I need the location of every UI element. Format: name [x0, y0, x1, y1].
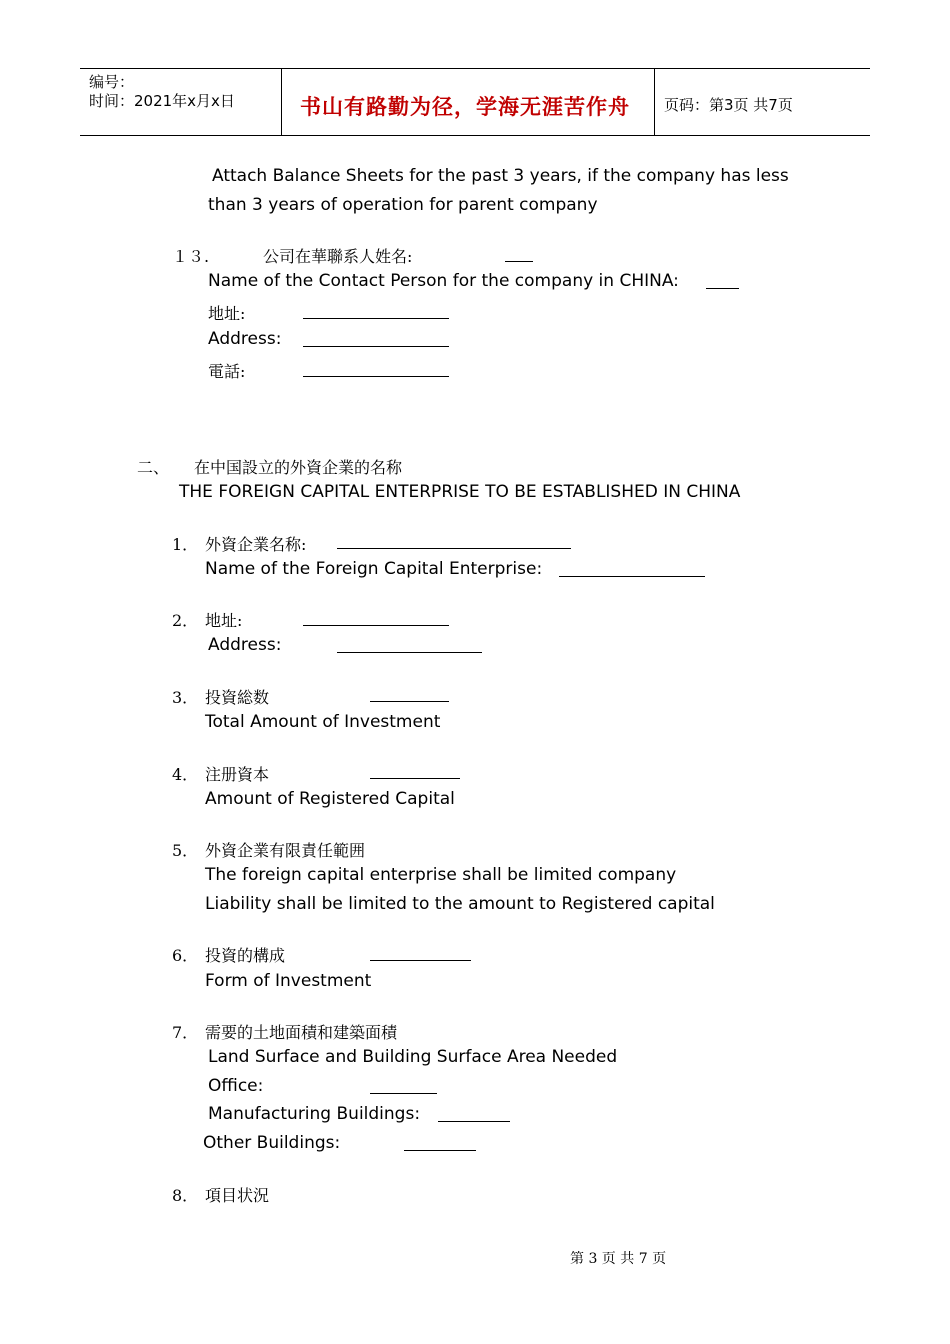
item2-cn-blank[interactable] — [303, 625, 449, 626]
section2-cn-title: 在中国設立的外資企業的名称 — [194, 458, 403, 477]
item8-cn-label: 項目状況 — [205, 1186, 270, 1205]
item7-manufacturing-blank[interactable] — [438, 1121, 510, 1122]
item7-number: 7． — [172, 1023, 199, 1042]
item13-cn-blank[interactable] — [505, 261, 533, 262]
header-divider-right — [654, 68, 655, 135]
item4-number: 4． — [172, 765, 199, 784]
item13-number: １３. — [172, 247, 210, 266]
section2-en-title: THE FOREIGN CAPITAL ENTERPRISE TO BE ESTABLISHED IN CHINA — [179, 482, 741, 502]
item7-other-label: Other Buildings: — [203, 1133, 341, 1153]
item4-en-label: Amount of Registered Capital — [205, 789, 455, 809]
header-divider-left — [281, 68, 282, 135]
section2-number: 二、 — [137, 458, 170, 477]
item13-cn-label: 公司在華聯系人姓名: — [263, 247, 413, 266]
header-motto: 书山有路勤为径，学海无涯苦作舟 — [300, 95, 630, 119]
item6-blank[interactable] — [370, 960, 471, 961]
item13-address-en: Address: — [208, 329, 282, 349]
item7-other-blank[interactable] — [404, 1150, 476, 1151]
item2-cn-label: 地址: — [205, 611, 243, 630]
item2-number: 2． — [172, 611, 199, 630]
item2-en-blank[interactable] — [337, 652, 482, 653]
item6-en-label: Form of Investment — [205, 971, 372, 991]
item1-cn-blank[interactable] — [337, 548, 571, 549]
item6-number: 6． — [172, 946, 199, 965]
item13-en-label: Name of the Contact Person for the company in CHINA: — [208, 271, 679, 291]
item13-address-cn-blank[interactable] — [303, 318, 449, 319]
item3-number: 3． — [172, 688, 199, 707]
item3-cn-label: 投資総数 — [205, 688, 270, 707]
item3-blank[interactable] — [370, 701, 449, 702]
item6-cn-label: 投資的構成 — [205, 946, 286, 965]
item1-number: 1． — [172, 535, 199, 554]
item13-en-blank[interactable] — [706, 288, 739, 289]
header-bottom-border — [80, 135, 870, 136]
item13-telephone-cn: 電話: — [208, 362, 246, 381]
header-number-label: 编号： — [89, 73, 135, 91]
item7-office-label: Office: — [208, 1076, 264, 1096]
item7-office-blank[interactable] — [370, 1093, 437, 1094]
item1-cn-label: 外資企業名称: — [205, 535, 307, 554]
item4-blank[interactable] — [370, 778, 460, 779]
header-time-label: 时间：2021年x月x日 — [89, 92, 235, 110]
item5-en-line-2: Liability shall be limited to the amount to Registered capital — [205, 894, 715, 914]
item5-en-line-1: The foreign capital enterprise shall be limited company — [205, 865, 677, 885]
item2-en-label: Address: — [208, 635, 282, 655]
item7-en-label: Land Surface and Building Surface Area Needed — [208, 1047, 618, 1067]
item4-cn-label: 注册資本 — [205, 765, 270, 784]
header-top-border — [80, 68, 870, 69]
intro-line-1: Attach Balance Sheets for the past 3 years, if the company has less — [212, 166, 789, 186]
header-page-label: 页码：第3页 共7页 — [664, 96, 793, 114]
item13-address-en-blank[interactable] — [303, 346, 449, 347]
item1-en-label: Name of the Foreign Capital Enterprise: — [205, 559, 543, 579]
item5-number: 5． — [172, 841, 199, 860]
item13-address-cn: 地址: — [208, 304, 246, 323]
item7-manufacturing-label: Manufacturing Buildings: — [208, 1104, 421, 1124]
intro-line-2: than 3 years of operation for parent company — [208, 195, 598, 215]
footer-page-number: 第 3 页 共 7 页 — [570, 1251, 667, 1267]
item3-en-label: Total Amount of Investment — [205, 712, 441, 732]
item13-telephone-blank[interactable] — [303, 376, 449, 377]
item1-en-blank[interactable] — [559, 576, 705, 577]
item7-cn-label: 需要的土地面積和建築面積 — [205, 1023, 398, 1042]
item5-cn-label: 外資企業有限責任範囲 — [205, 841, 366, 860]
item8-number: 8． — [172, 1186, 199, 1205]
